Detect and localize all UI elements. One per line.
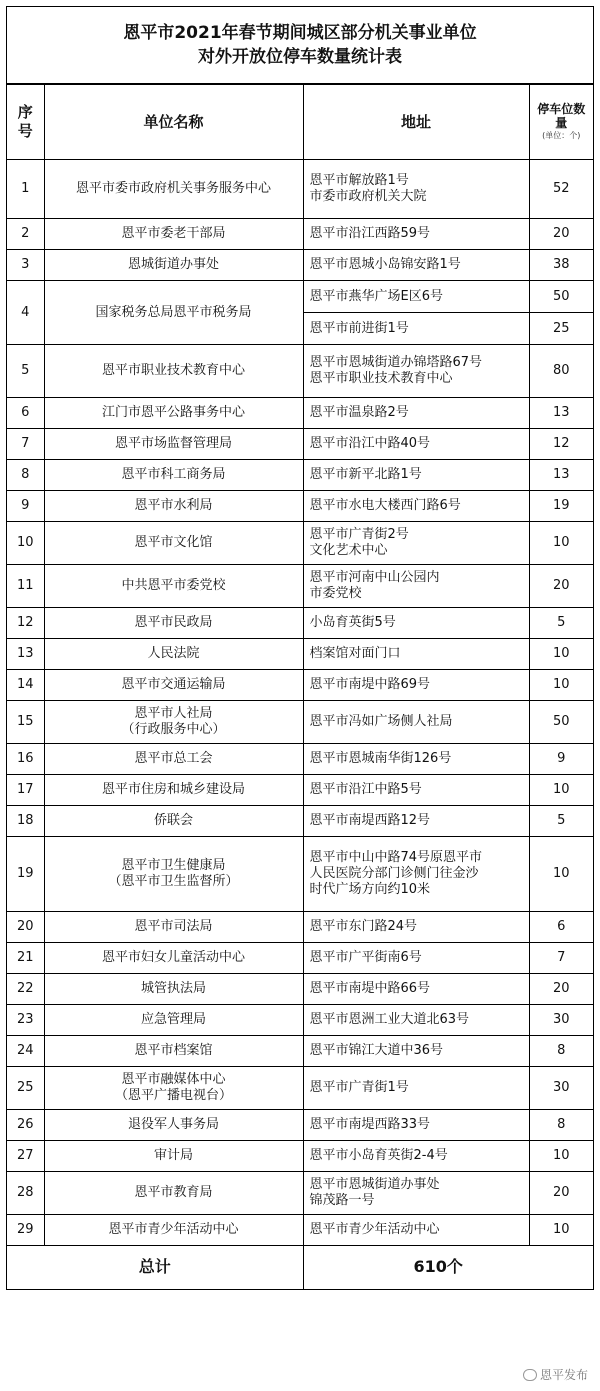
table-row <box>7 608 593 639</box>
row-seq: 15 <box>7 701 44 744</box>
row-parking-count: 30 <box>529 1067 593 1110</box>
row-address: 恩平市恩城南华街126号 <box>303 744 529 775</box>
row-parking-count: 10 <box>529 1215 593 1246</box>
row-parking-count: 7 <box>529 943 593 974</box>
row-seq: 2 <box>7 219 44 250</box>
row-seq: 23 <box>7 1005 44 1036</box>
row-parking-count: 30 <box>529 1005 593 1036</box>
row-unit-name: 侨联会 <box>44 806 303 837</box>
row-parking-count: 10 <box>529 522 593 565</box>
row-address: 恩平市南堤西路33号 <box>303 1110 529 1141</box>
table-row <box>7 491 593 522</box>
table-row <box>7 460 593 491</box>
row-address: 恩平市恩城街道办事处 锦茂路一号 <box>303 1172 529 1215</box>
row-unit-name: 恩平市人社局 （行政服务中心） <box>44 701 303 744</box>
title-line-1: 恩平市2021年春节期间城区部分机关事业单位 <box>123 23 477 43</box>
row-unit-name: 应急管理局 <box>44 1005 303 1036</box>
watermark <box>523 1366 588 1383</box>
table-row <box>7 1005 593 1036</box>
header-row <box>7 85 593 160</box>
row-unit-name: 江门市恩平公路事务中心 <box>44 398 303 429</box>
row-parking-count: 38 <box>529 250 593 281</box>
row-address: 恩平市广青街2号 文化艺术中心 <box>303 522 529 565</box>
row-unit-name: 退役军人事务局 <box>44 1110 303 1141</box>
row-seq: 17 <box>7 775 44 806</box>
row-unit-name: 审计局 <box>44 1141 303 1172</box>
row-unit-name: 人民法院 <box>44 639 303 670</box>
table-row <box>7 1215 593 1246</box>
row-parking-count: 20 <box>529 565 593 608</box>
table-row <box>7 565 593 608</box>
table-title <box>7 7 593 84</box>
row-parking-count: 25 <box>529 313 593 345</box>
row-seq: 26 <box>7 1110 44 1141</box>
row-seq: 5 <box>7 345 44 398</box>
row-address: 恩平市南堤中路69号 <box>303 670 529 701</box>
total-row <box>7 1246 593 1289</box>
row-unit-name: 恩平市科工商务局 <box>44 460 303 491</box>
row-address: 恩平市冯如广场侧人社局 <box>303 701 529 744</box>
row-unit-name: 国家税务总局恩平市税务局 <box>44 281 303 345</box>
row-parking-count: 80 <box>529 345 593 398</box>
row-seq: 9 <box>7 491 44 522</box>
row-seq: 8 <box>7 460 44 491</box>
row-unit-name: 中共恩平市委党校 <box>44 565 303 608</box>
row-parking-count: 10 <box>529 1141 593 1172</box>
row-seq: 29 <box>7 1215 44 1246</box>
row-parking-count: 13 <box>529 398 593 429</box>
row-unit-name: 恩平市民政局 <box>44 608 303 639</box>
row-seq: 24 <box>7 1036 44 1067</box>
header-count <box>529 85 593 160</box>
table-row <box>7 522 593 565</box>
row-parking-count: 9 <box>529 744 593 775</box>
row-address: 恩平市东门路24号 <box>303 912 529 943</box>
table-row <box>7 160 593 219</box>
row-unit-name: 恩平市场监督管理局 <box>44 429 303 460</box>
row-seq: 21 <box>7 943 44 974</box>
row-parking-count: 8 <box>529 1036 593 1067</box>
title-line-2: 对外开放位停车数量统计表 <box>198 47 402 67</box>
table-row <box>7 219 593 250</box>
row-unit-name: 恩平市档案馆 <box>44 1036 303 1067</box>
row-seq: 11 <box>7 565 44 608</box>
row-address: 恩平市水电大楼西门路6号 <box>303 491 529 522</box>
row-parking-count: 5 <box>529 806 593 837</box>
table-row <box>7 701 593 744</box>
row-address: 恩平市温泉路2号 <box>303 398 529 429</box>
row-seq: 3 <box>7 250 44 281</box>
row-seq: 22 <box>7 974 44 1005</box>
row-address: 恩平市新平北路1号 <box>303 460 529 491</box>
row-parking-count: 10 <box>529 837 593 912</box>
row-address: 恩平市南堤西路12号 <box>303 806 529 837</box>
header-count-unit: (单位：个) <box>542 131 581 140</box>
row-seq: 19 <box>7 837 44 912</box>
row-parking-count: 50 <box>529 281 593 313</box>
row-unit-name: 恩平市妇女儿童活动中心 <box>44 943 303 974</box>
row-address: 恩平市中山中路74号原恩平市 人民医院分部门诊侧门往金沙 时代广场方向约10米 <box>303 837 529 912</box>
table-row <box>7 912 593 943</box>
row-parking-count: 12 <box>529 429 593 460</box>
row-seq: 13 <box>7 639 44 670</box>
row-unit-name: 恩城街道办事处 <box>44 250 303 281</box>
row-address: 恩平市恩城街道办锦塔路67号 恩平市职业技术教育中心 <box>303 345 529 398</box>
row-address: 小岛育英街5号 <box>303 608 529 639</box>
row-parking-count: 6 <box>529 912 593 943</box>
table-row <box>7 837 593 912</box>
row-seq: 12 <box>7 608 44 639</box>
total-label: 总计 <box>7 1246 303 1289</box>
table-row <box>7 744 593 775</box>
row-address: 恩平市沿江中路5号 <box>303 775 529 806</box>
table-row <box>7 806 593 837</box>
table-row <box>7 281 593 313</box>
header-addr: 地址 <box>303 85 529 160</box>
row-seq: 20 <box>7 912 44 943</box>
row-address: 恩平市南堤中路66号 <box>303 974 529 1005</box>
table-row <box>7 639 593 670</box>
table-row <box>7 974 593 1005</box>
row-address: 恩平市解放路1号 市委市政府机关大院 <box>303 160 529 219</box>
row-unit-name: 恩平市委老干部局 <box>44 219 303 250</box>
row-parking-count: 20 <box>529 219 593 250</box>
row-unit-name: 恩平市文化馆 <box>44 522 303 565</box>
row-seq: 4 <box>7 281 44 345</box>
row-parking-count: 10 <box>529 670 593 701</box>
row-address: 恩平市河南中山公园内 市委党校 <box>303 565 529 608</box>
row-unit-name: 恩平市青少年活动中心 <box>44 1215 303 1246</box>
table-row <box>7 1110 593 1141</box>
row-unit-name: 恩平市交通运输局 <box>44 670 303 701</box>
row-unit-name: 恩平市职业技术教育中心 <box>44 345 303 398</box>
row-seq: 27 <box>7 1141 44 1172</box>
table-row <box>7 1172 593 1215</box>
row-address: 恩平市燕华广场E区6号 <box>303 281 529 313</box>
row-parking-count: 10 <box>529 639 593 670</box>
row-address: 恩平市广平街南6号 <box>303 943 529 974</box>
row-seq: 18 <box>7 806 44 837</box>
row-parking-count: 20 <box>529 974 593 1005</box>
parking-table-sheet <box>6 6 594 1290</box>
row-seq: 6 <box>7 398 44 429</box>
table-row <box>7 670 593 701</box>
row-address: 档案馆对面门口 <box>303 639 529 670</box>
row-address: 恩平市锦江大道中36号 <box>303 1036 529 1067</box>
row-seq: 1 <box>7 160 44 219</box>
row-unit-name: 恩平市总工会 <box>44 744 303 775</box>
row-parking-count: 10 <box>529 775 593 806</box>
row-seq: 16 <box>7 744 44 775</box>
row-parking-count: 19 <box>529 491 593 522</box>
row-unit-name: 恩平市融媒体中心 （恩平广播电视台） <box>44 1067 303 1110</box>
row-parking-count: 5 <box>529 608 593 639</box>
row-parking-count: 8 <box>529 1110 593 1141</box>
row-address: 恩平市小岛育英街2-4号 <box>303 1141 529 1172</box>
total-value: 610个 <box>303 1246 593 1289</box>
row-address: 恩平市恩洲工业大道北63号 <box>303 1005 529 1036</box>
row-address: 恩平市前进街1号 <box>303 313 529 345</box>
table-row <box>7 429 593 460</box>
header-unit: 单位名称 <box>44 85 303 160</box>
row-unit-name: 恩平市教育局 <box>44 1172 303 1215</box>
row-unit-name: 恩平市委市政府机关事务服务中心 <box>44 160 303 219</box>
row-address: 恩平市恩城小岛锦安路1号 <box>303 250 529 281</box>
row-parking-count: 13 <box>529 460 593 491</box>
row-seq: 25 <box>7 1067 44 1110</box>
row-unit-name: 恩平市水利局 <box>44 491 303 522</box>
row-parking-count: 52 <box>529 160 593 219</box>
row-parking-count: 50 <box>529 701 593 744</box>
parking-table <box>7 84 593 1289</box>
row-address: 恩平市沿江西路59号 <box>303 219 529 250</box>
table-row <box>7 250 593 281</box>
table-row <box>7 1141 593 1172</box>
row-seq: 10 <box>7 522 44 565</box>
table-body <box>7 160 593 1246</box>
table-row <box>7 398 593 429</box>
row-seq: 14 <box>7 670 44 701</box>
header-seq: 序号 <box>7 85 44 160</box>
row-unit-name: 恩平市卫生健康局 （恩平市卫生监督所） <box>44 837 303 912</box>
table-row <box>7 775 593 806</box>
row-unit-name: 恩平市住房和城乡建设局 <box>44 775 303 806</box>
table-row <box>7 943 593 974</box>
watermark-text: 恩平发布 <box>539 1368 588 1382</box>
table-row <box>7 345 593 398</box>
row-address: 恩平市青少年活动中心 <box>303 1215 529 1246</box>
row-unit-name: 城管执法局 <box>44 974 303 1005</box>
row-address: 恩平市广青街1号 <box>303 1067 529 1110</box>
row-parking-count: 20 <box>529 1172 593 1215</box>
header-count-label: 停车位数量 <box>537 102 586 130</box>
row-unit-name: 恩平市司法局 <box>44 912 303 943</box>
row-seq: 28 <box>7 1172 44 1215</box>
table-row <box>7 1067 593 1110</box>
row-seq: 7 <box>7 429 44 460</box>
table-row <box>7 1036 593 1067</box>
wechat-icon <box>523 1369 537 1381</box>
row-address: 恩平市沿江中路40号 <box>303 429 529 460</box>
